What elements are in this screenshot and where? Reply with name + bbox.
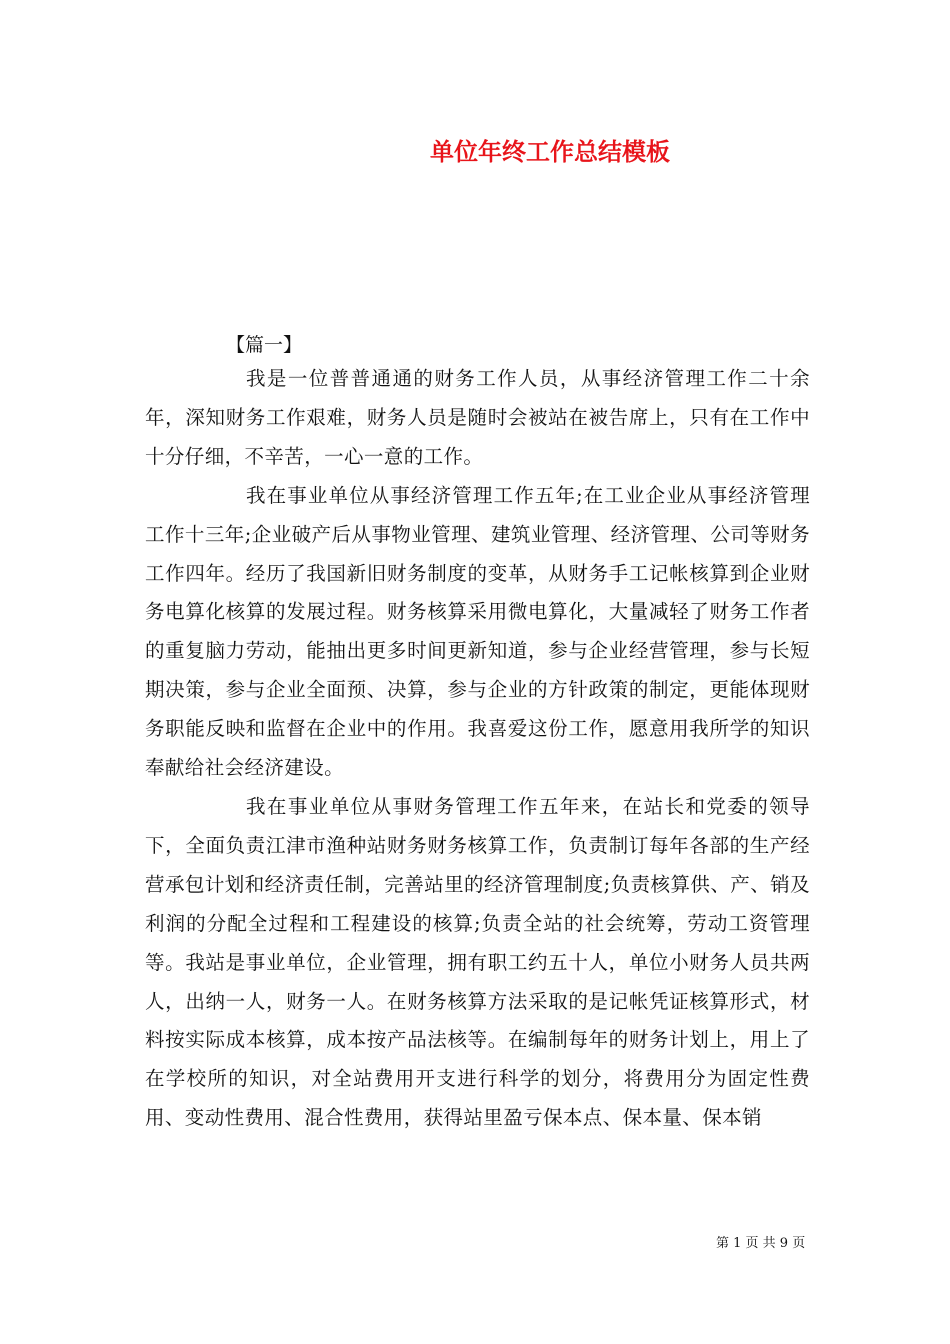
page-number-footer: 第 1 页 共 9 页 <box>716 1236 806 1251</box>
paragraph: 我在事业单位从事经济管理工作五年;在工业企业从事经济管理工作十三年;企业破产后从事物业管理、建筑业管理、经济管理、公司等财务工作四年。经历了我国新旧财务制度的变革，从财务手工记帐核算到企业财务电算化核算的发展过程。财务核算采用微电算化，大量减轻了财务工作者的重复脑力劳动，能抽出更多时间更新知道，参与企业经营管理，参与长短期决策，参与企业全面预、决算，参与企业的方针政策的制定，更能体现财务职能反映和监督在企业中的作用。我喜爱这份工作，愿意用我所学的知识奉献给社会经济建设。 <box>145 483 810 780</box>
paragraph: 我在事业单位从事财务管理工作五年来，在站长和党委的领导下，全面负责江津市渔种站财务财务核算工作，负责制订每年各部的生产经营承包计划和经济责任制，完善站里的经济管理制度;负责核算供、产、销及利润的分配全过程和工程建设的核算;负责全站的社会统筹，劳动工资管理等。我站是事业单位，企业管理，拥有职工约五十人，单位小财务人员共两人，出纳一人，财务一人。在财务核算方法采取的是记帐凭证核算形式，材料按实际成本核算，成本按产品法核等。在编制每年的财务计划上，用上了在学校所的知识，对全站费用开支进行科学的划分，将费用分为固定性费用、变动性费用、混合性费用，获得站里盈亏保本点、保本量、保本销 <box>145 794 810 1130</box>
section-label: 【篇一】 <box>226 334 303 356</box>
document-title: 单位年终工作总结模板 <box>430 137 670 166</box>
body-text <box>145 360 810 1138</box>
paragraph: 我是一位普普通通的财务工作人员，从事经济管理工作二十余年，深知财务工作艰难，财务人员是随时会被站在被告席上，只有在工作中十分仔细，不辛苦，一心一意的工作。 <box>145 367 810 468</box>
